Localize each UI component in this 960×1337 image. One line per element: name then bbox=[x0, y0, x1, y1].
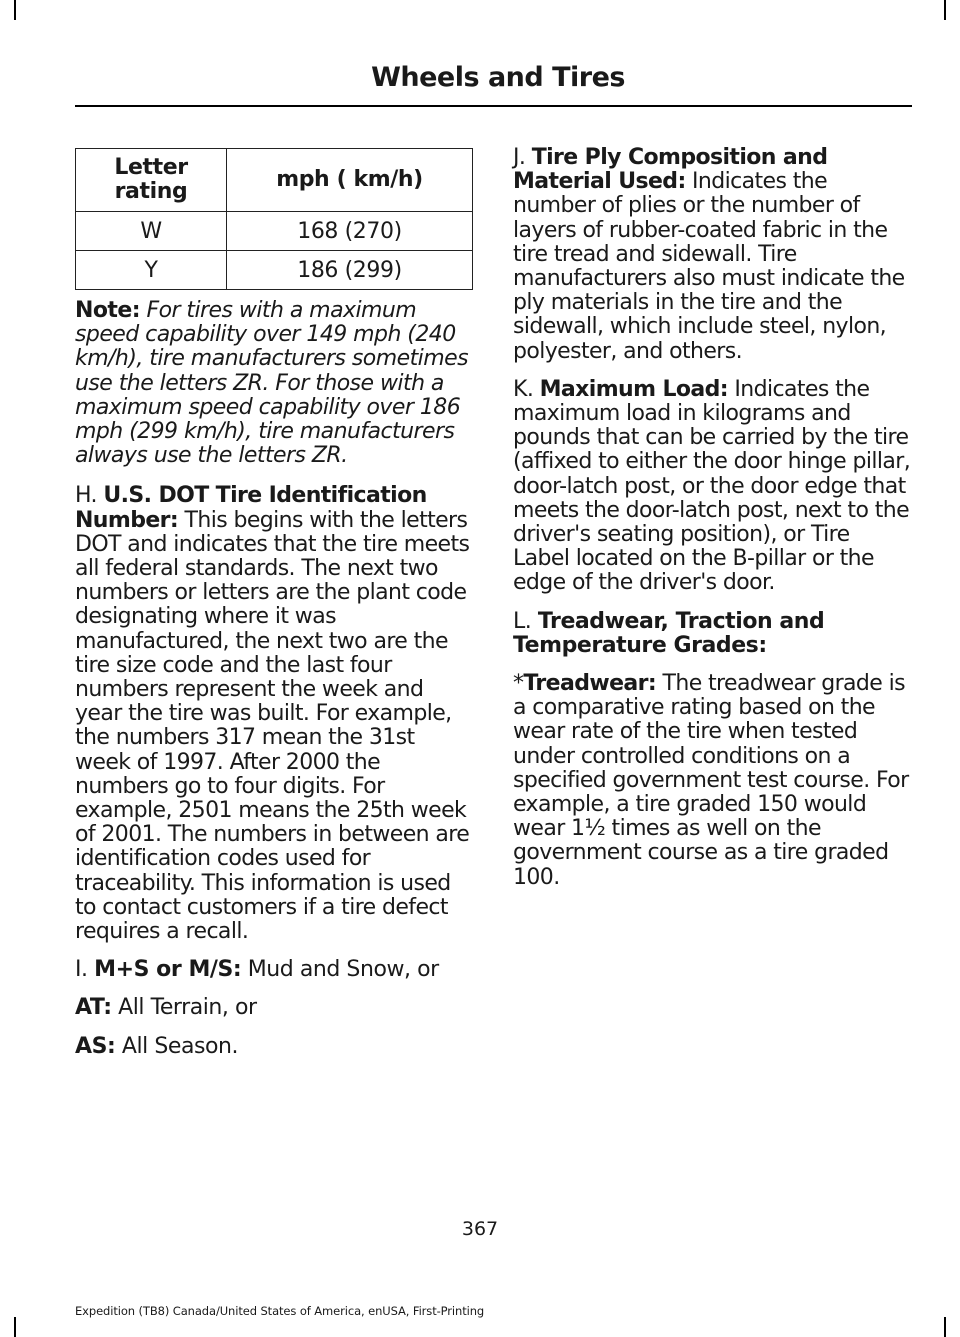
all-season-paragraph bbox=[75, 1035, 473, 1059]
section-k-paragraph bbox=[513, 378, 911, 596]
footer-text: Expedition (TB8) Canada/United States of America, enUSA, First-Printing bbox=[75, 1304, 485, 1318]
page-number: 367 bbox=[461, 1218, 499, 1240]
header-divider bbox=[75, 105, 912, 107]
column-header-letter-rating: Letter rating bbox=[76, 149, 227, 212]
section-i-prefix: I. bbox=[75, 957, 88, 983]
right-column bbox=[513, 146, 911, 904]
section-l-paragraph bbox=[513, 610, 911, 658]
table-header-row bbox=[76, 149, 473, 212]
treadwear-text: The treadwear grade is a comparative rating based on the wear rate of the tire when tested under controlled conditions on a specified government test course. For example, a tire graded 150 would wear 1½ times as well on the government course as a tire graded 100. bbox=[513, 671, 909, 890]
section-k-label: Maximum Load: bbox=[539, 376, 729, 402]
all-season-text: All Season. bbox=[121, 1033, 239, 1059]
treadwear-label: Treadwear: bbox=[523, 671, 657, 697]
all-season-label: AS: bbox=[75, 1033, 116, 1059]
section-k-text: Indicates the maximum load in kilograms and pounds that can be carried by the tire (affixed to either the door hinge pillar, door-latch post, or the door edge that meets the door-latch post, next to the driver's seating position), or Tire Label located on the B-pillar or the edge of the driver's door. bbox=[513, 376, 911, 596]
column-header-speed: mph ( km/h) bbox=[227, 149, 473, 212]
section-h-label: U.S. DOT Tire Identification Number: bbox=[75, 483, 427, 533]
section-j-paragraph bbox=[513, 146, 911, 364]
speed-cell: 168 (270) bbox=[227, 212, 473, 251]
section-l-label: Treadwear, Traction and Temperature Grades: bbox=[513, 608, 825, 658]
note-text: For tires with a maximum speed capability over 149 mph (240 km/h), tire manufacturers sometimes use the letters ZR. For those with a maximum speed capability over 186 mph (299 km/h), tire manufacturers always use the letters ZR. bbox=[75, 298, 468, 469]
treadwear-star: * bbox=[513, 671, 524, 697]
speed-cell: 186 (299) bbox=[227, 251, 473, 290]
page-title: Wheels and Tires bbox=[371, 62, 625, 93]
section-i-text: Mud and Snow, or bbox=[247, 957, 439, 983]
note-paragraph bbox=[75, 299, 473, 468]
section-i-paragraph bbox=[75, 958, 473, 982]
section-i-label: M+S or M/S: bbox=[94, 957, 242, 983]
section-j-label: Tire Ply Composition and Material Used: bbox=[513, 145, 828, 195]
table-row bbox=[76, 212, 473, 251]
note-label: Note: bbox=[75, 298, 141, 323]
section-k-prefix: K. bbox=[513, 376, 534, 402]
crop-mark bbox=[944, 1317, 946, 1337]
letter-cell: W bbox=[76, 212, 227, 251]
section-h-text: This begins with the letters DOT and indicates that the tire meets all federal standards. The next two numbers or letters are the plant code designating where it was manufactured, the next two are the tire size code and the last four numbers represent the week and year the tire was built. For example, the numbers 317 mean the 31st week of 1997. After 2000 the numbers go to four digits. For example, 2501 means the 25th week of 2001. The numbers in between are identification codes used for traceability. This information is used to contact customers if a tire defect requires a recall. bbox=[75, 507, 470, 945]
all-terrain-paragraph bbox=[75, 996, 473, 1020]
treadwear-paragraph bbox=[513, 672, 911, 890]
crop-mark bbox=[14, 1317, 16, 1337]
speed-rating-table bbox=[75, 148, 473, 290]
section-j-text: Indicates the number of plies or the number of layers of rubber-coated fabric in the tire tread and sidewall. Tire manufacturers also must indicate the ply materials in the tire and the sidewall, which include steel, nylon, polyester, and others. bbox=[513, 169, 905, 364]
crop-mark bbox=[944, 0, 946, 20]
table-row bbox=[76, 251, 473, 290]
all-terrain-label: AT: bbox=[75, 995, 112, 1021]
crop-mark bbox=[14, 0, 16, 20]
section-j-prefix: J. bbox=[513, 145, 526, 170]
all-terrain-text: All Terrain, or bbox=[118, 995, 257, 1021]
letter-cell: Y bbox=[76, 251, 227, 290]
section-h-paragraph bbox=[75, 484, 473, 944]
left-column bbox=[75, 148, 473, 1073]
section-l-prefix: L. bbox=[513, 608, 532, 634]
section-h-prefix: H. bbox=[75, 483, 97, 509]
